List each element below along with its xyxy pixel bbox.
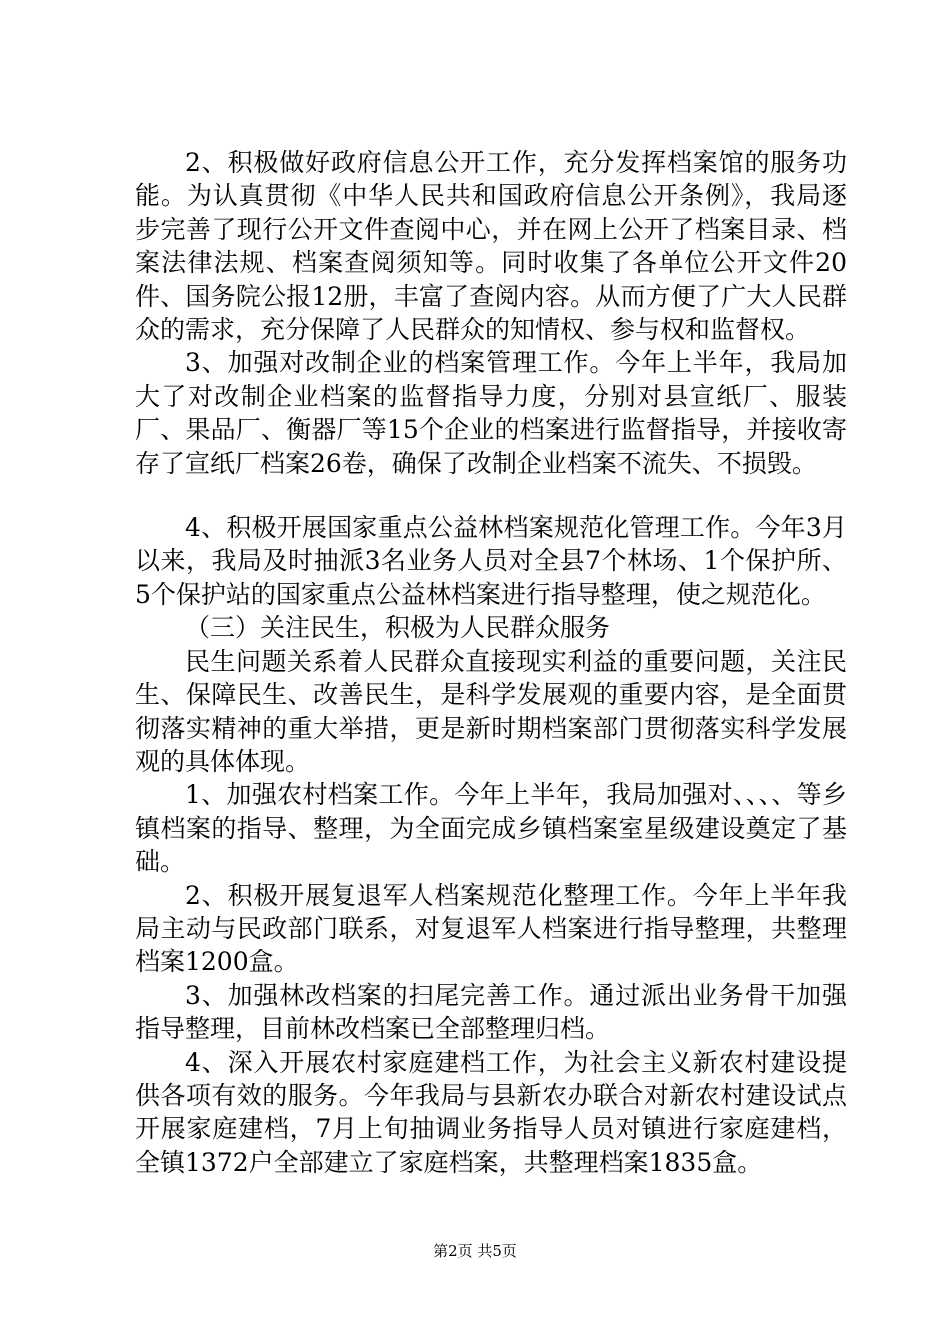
paragraph-forest-archives: 4、积极开展国家重点公益林档案规范化管理工作。今年3月以来，我局及时抽派3名业务人员对全县7个林场、1个保护所、5个保护站的国家重点公益林档案进行指导整理，使之规范化。: [135, 513, 847, 609]
paragraph-livelihood-intro: 民生问题关系着人民群众直接现实利益的重要问题，关注民生、保障民生、改善民生，是科学发展观的重要内容，是全面贯彻落实精神的重大举措，更是新时期档案部门贯彻落实科学发展观的具体体现。: [135, 646, 847, 776]
paragraph-forest-reform-archives: 3、加强林改档案的扫尾完善工作。通过派出业务骨干加强指导整理，目前林改档案已全部整理归档。: [135, 980, 847, 1044]
page-number: 第2页 共5页: [433, 1242, 517, 1260]
paragraph-veteran-archives: 2、积极开展复退军人档案规范化整理工作。今年上半年我局主动与民政部门联系，对复退军人档案进行指导整理，共整理档案1200盒。: [135, 880, 847, 977]
section-heading-livelihood: （三）关注民生，积极为人民群众服务: [185, 613, 611, 643]
document-body: [135, 146, 847, 1179]
paragraph-info-disclosure: 2、积极做好政府信息公开工作，充分发挥档案馆的服务功能。为认真贯彻《中华人民共和国政府信息公开条例》，我局逐步完善了现行公开文件查阅中心，并在网上公开了档案目录、档案法律法规、档案查阅须知等。同时收集了各单位公开文件20件、国务院公报12册，丰富了查阅内容。从而方便了广大人民群众的需求，充分保障了人民群众的知情权、参与权和监督权。: [135, 148, 847, 345]
paragraph-family-archives: 4、深入开展农村家庭建档工作，为社会主义新农村建设提供各项有效的服务。今年我局与县新农办联合对新农村建设试点开展家庭建档，7月上旬抽调业务指导人员对镇进行家庭建档，全镇1372户全部建立了家庭档案，共整理档案1835盒。: [135, 1047, 847, 1177]
paragraph-restructured-enterprise-archives: 3、加强对改制企业的档案管理工作。今年上半年，我局加大了对改制企业档案的监督指导力度，分别对县宣纸厂、服装厂、果品厂、衡器厂等15个企业的档案进行监督指导，并接收寄存了宣纸厂档案26卷，确保了改制企业档案不流失、不损毁。: [135, 348, 847, 478]
paragraph-rural-archives: 1、加强农村档案工作。今年上半年，我局加强对、、、、等乡镇档案的指导、整理，为全面完成乡镇档案室星级建设奠定了基础。: [135, 780, 847, 877]
